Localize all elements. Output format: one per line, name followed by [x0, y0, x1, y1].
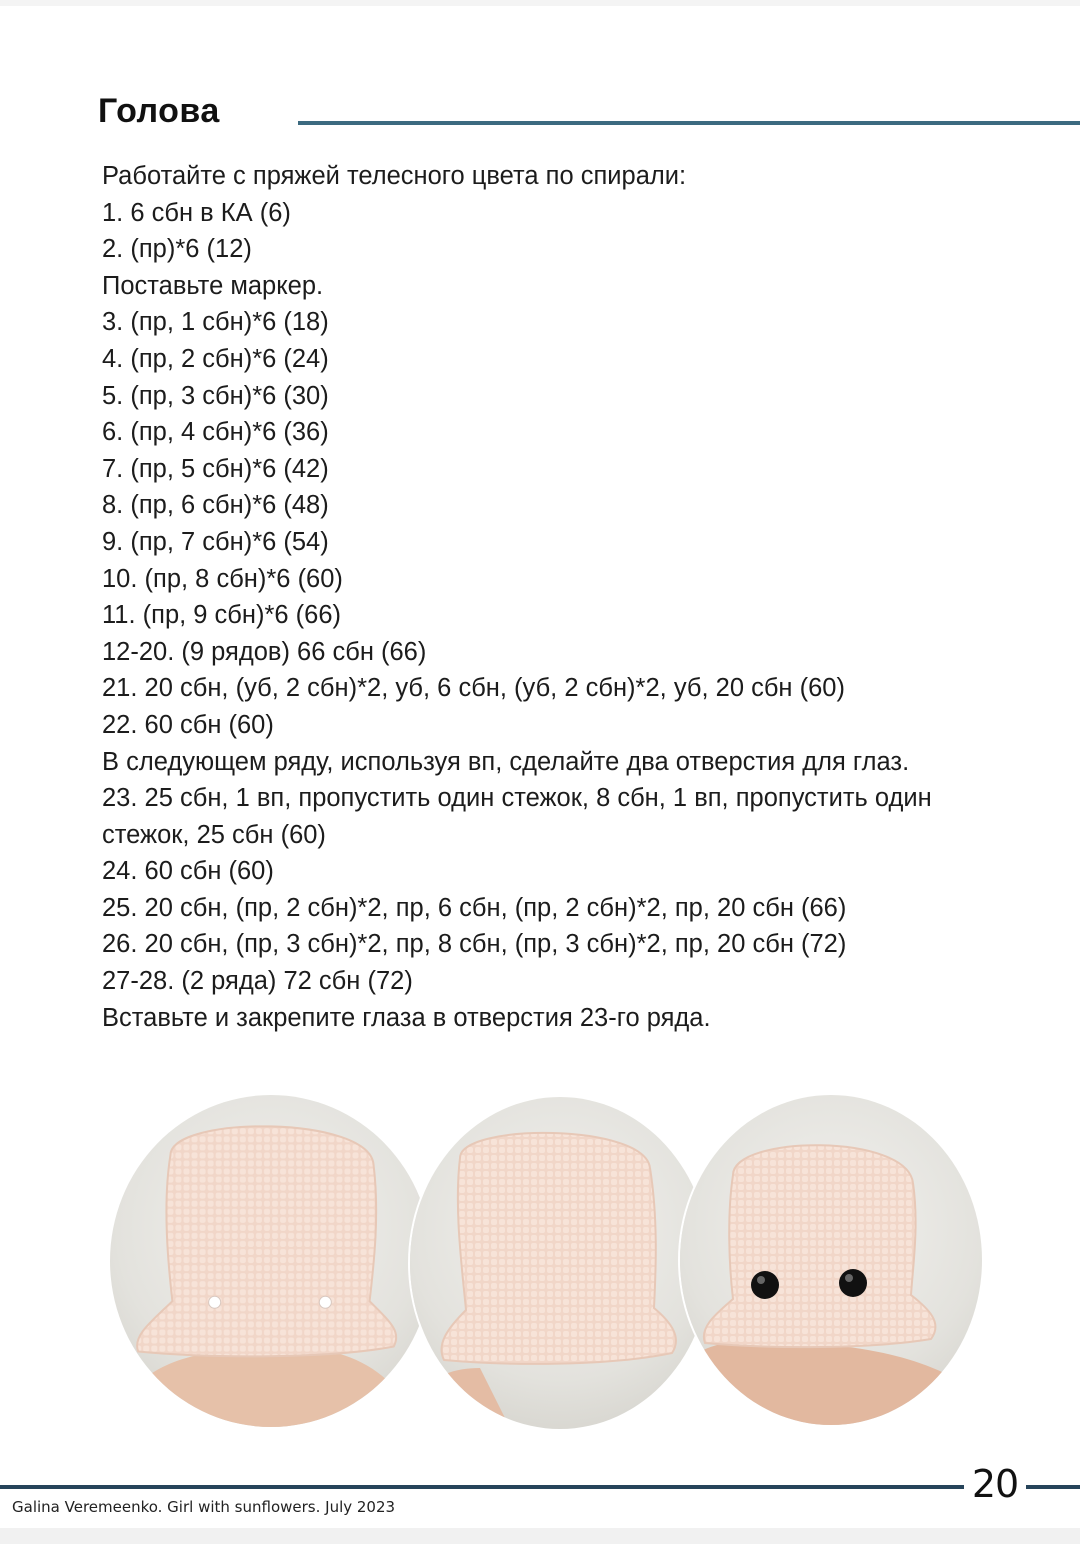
instruction-line: 5. (пр, 3 сбн)*6 (30)	[102, 381, 329, 410]
instruction-line: 8. (пр, 6 сбн)*6 (48)	[102, 491, 329, 520]
instruction-line: 23. 25 сбн, 1 вп, пропустить один стежок, 8 сбн, 1 вп, пропустить один стежок, 25 сбн (60)	[102, 784, 932, 849]
bottom-edge	[0, 1528, 1080, 1544]
head-photo-eyes	[680, 1095, 982, 1425]
instruction-line: Вставьте и закрепите глаза в отверстия 23-го ряда.	[102, 1003, 711, 1032]
instruction-line: 12-20. (9 рядов) 66 сбн (66)	[102, 637, 427, 666]
instruction-line: 25. 20 сбн, (пр, 2 сбн)*2, пр, 6 сбн, (пр, 2 сбн)*2, пр, 20 сбн (66)	[102, 893, 847, 922]
instruction-line: 10. (пр, 8 сбн)*6 (60)	[102, 564, 343, 593]
footer-credit: Galina Veremeenko. Girl with sunflowers. July 2023	[12, 1498, 396, 1516]
instruction-line: 21. 20 сбн, (уб, 2 сбн)*2, уб, 6 сбн, (уб, 2 сбн)*2, уб, 20 сбн (60)	[102, 674, 845, 703]
instruction-line: 4. (пр, 2 сбн)*6 (24)	[102, 344, 329, 373]
instruction-line: 2. (пр)*6 (12)	[102, 235, 252, 264]
crochet-head-illustration	[110, 1095, 432, 1427]
instruction-line: 9. (пр, 7 сбн)*6 (54)	[102, 527, 329, 556]
instruction-line: Поставьте маркер.	[102, 271, 324, 300]
instruction-line: 6. (пр, 4 сбн)*6 (36)	[102, 418, 329, 447]
instruction-line: В следующем ряду, используя вп, сделайте два отверстия для глаз.	[102, 747, 910, 776]
head-photo-plain	[410, 1097, 710, 1429]
instruction-line: 1. 6 сбн в КА (6)	[102, 198, 291, 227]
instruction-line: 27-28. (2 ряда) 72 сбн (72)	[102, 967, 413, 996]
head-photo-markers	[110, 1095, 432, 1427]
instruction-line: 22. 60 сбн (60)	[102, 710, 274, 739]
eye-icon	[839, 1269, 867, 1297]
instruction-line: 26. 20 сбн, (пр, 3 сбн)*2, пр, 8 сбн, (пр, 3 сбн)*2, пр, 20 сбн (72)	[102, 930, 847, 959]
section-heading: Голова	[98, 92, 220, 130]
heading-rule	[298, 121, 1080, 125]
crochet-head-illustration	[410, 1097, 710, 1429]
instruction-line: 7. (пр, 5 сбн)*6 (42)	[102, 454, 329, 483]
footer-rule	[1026, 1485, 1080, 1489]
instruction-line: 11. (пр, 9 сбн)*6 (66)	[102, 601, 342, 630]
instruction-line: 24. 60 сбн (60)	[102, 857, 274, 886]
instruction-line: 3. (пр, 1 сбн)*6 (18)	[102, 308, 329, 337]
eye-icon	[751, 1271, 779, 1299]
crochet-head-illustration	[680, 1095, 982, 1425]
instruction-line: Работайте с пряжей телесного цвета по спирали:	[102, 162, 687, 190]
page-number: 20	[971, 1462, 1019, 1506]
pattern-instructions	[102, 158, 962, 1036]
top-edge	[0, 0, 1080, 6]
footer-rule	[0, 1485, 964, 1489]
progress-photos	[0, 1095, 1080, 1435]
